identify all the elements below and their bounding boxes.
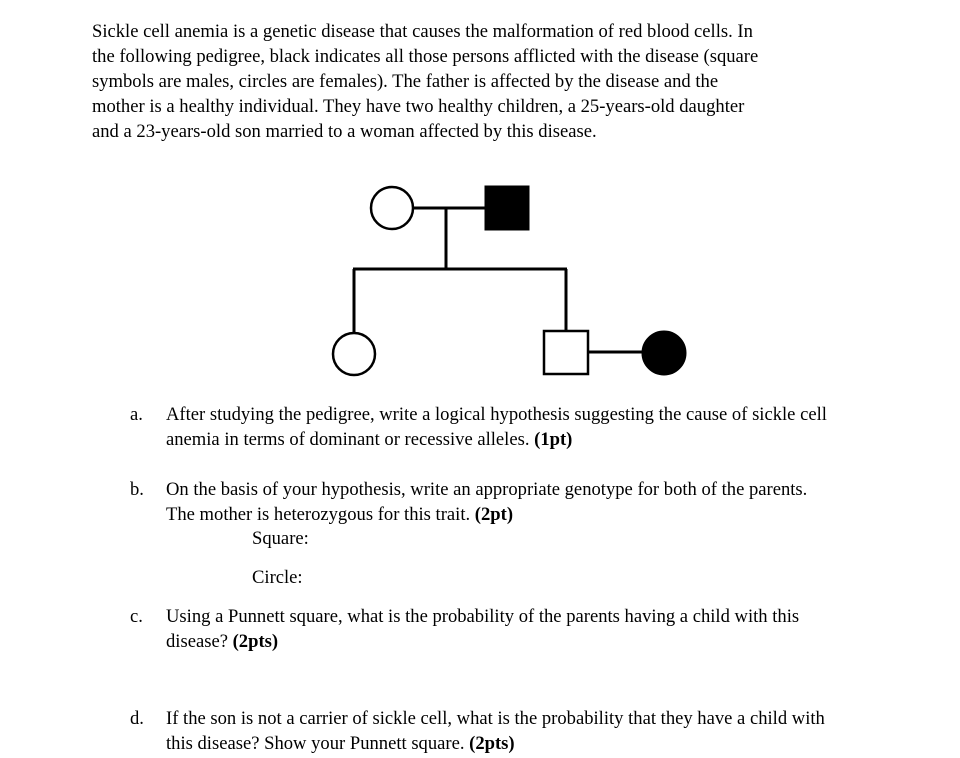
answer-circle-label: Circle:	[252, 567, 303, 588]
question-text: After studying the pedigree, write a logical hypothesis suggesting the cause of sickle cell	[166, 404, 827, 425]
question-b	[130, 477, 930, 529]
question-text: this disease? Show your Punnett square.	[166, 733, 465, 754]
question-text: On the basis of your hypothesis, write an appropriate genotype for both of the parents.	[166, 479, 808, 500]
answer-square-label: Square:	[252, 528, 309, 549]
question-c	[130, 604, 930, 656]
father-symbol	[485, 186, 529, 230]
intro-line: the following pedigree, black indicates all those persons afflicted with the disease (square	[92, 46, 759, 67]
question-text: disease?	[166, 631, 228, 652]
question-label: c.	[130, 606, 143, 627]
daughter-symbol	[333, 333, 375, 375]
son-symbol	[544, 331, 588, 374]
intro-line: and a 23-years-old son married to a woman affected by this disease.	[92, 121, 597, 142]
question-label: a.	[130, 404, 143, 425]
question-label: d.	[130, 708, 144, 729]
question-d	[130, 706, 930, 758]
points-badge: (2pt)	[474, 504, 514, 525]
question-text: If the son is not a carrier of sickle cell, what is the probability that they have a child with	[166, 708, 825, 729]
intro-line: mother is a healthy individual. They have two healthy children, a 25-years-old daughter	[92, 96, 745, 117]
question-label: b.	[130, 479, 144, 500]
mother-symbol	[371, 187, 413, 229]
points-badge: (2pts)	[232, 631, 279, 652]
points-badge: (1pt)	[534, 429, 573, 450]
intro-line: symbols are males, circles are females). The father is affected by the disease and the	[92, 71, 719, 92]
question-text: The mother is heterozygous for this trait.	[166, 504, 471, 525]
points-badge: (2pts)	[469, 733, 515, 754]
question-text: Using a Punnett square, what is the probability of the parents having a child with this	[166, 606, 800, 627]
question-text: anemia in terms of dominant or recessive alleles.	[166, 429, 530, 450]
son-spouse-symbol	[642, 331, 686, 375]
intro-line: Sickle cell anemia is a genetic disease that causes the malformation of red blood cells. In	[92, 21, 753, 42]
question-a	[130, 402, 930, 454]
